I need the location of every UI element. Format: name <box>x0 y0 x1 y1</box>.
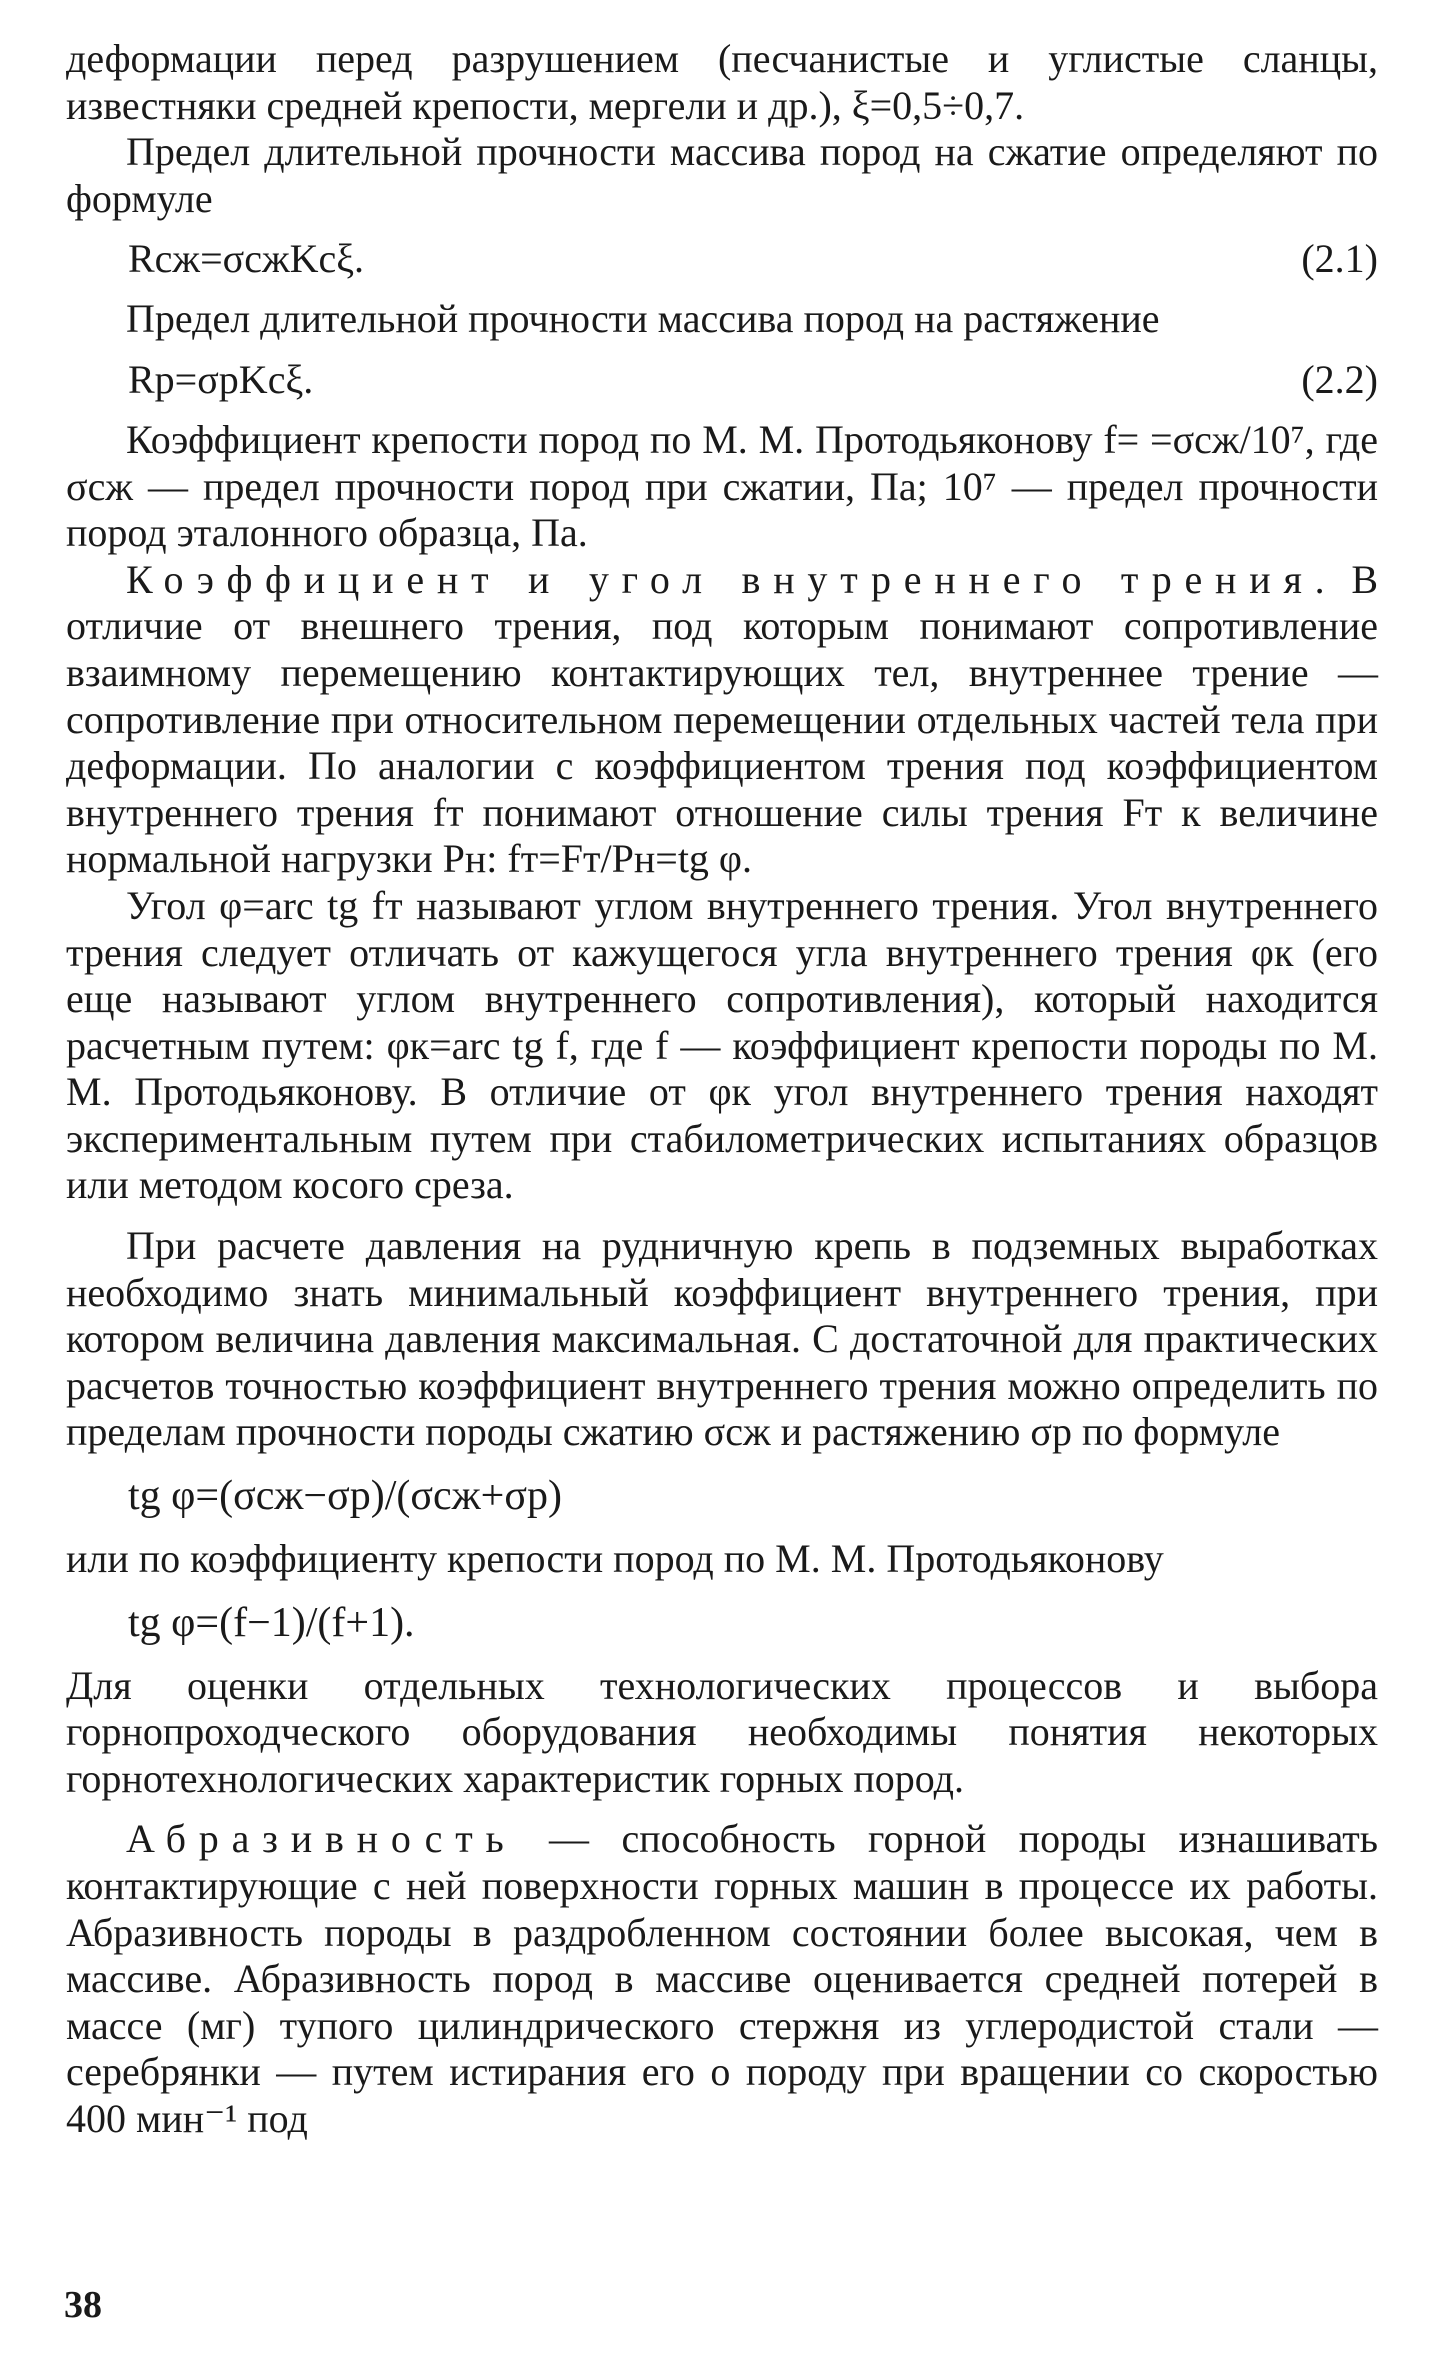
paragraph-friction-angle: Угол φ=arc tg fт называют углом внутреннего трения. Угол внутреннего трения следует отличать от кажущегося угла внутреннего трения φк (его еще называют углом внутреннего сопротивления), который находится расчетным путем: φк=arc tg f, где f — коэффициент крепости породы по М. М. Протодьяконову. В отличие от φк угол внутреннего трения находят экспериментальным путем при стабилометрических испытаниях образцов или методом косого среза. <box>66 882 1378 1208</box>
page-number: 38 <box>64 2284 102 2326</box>
paragraph-internal-friction <box>66 557 1378 883</box>
abrasiveness-body: — способность горной породы изнашивать контактирующие с ней поверхности горных машин в процессе их работы. Абразивность породы в раздробленном состоянии более высокая, чем в массиве. Абразивность пород в массиве оценивается средней потерей в массе (мг) тупого цилиндрического стержня из углеродистой стали — серебрянки — путем истирания его о породу при вращении со скоростью 400 мин⁻¹ под <box>66 1816 1378 2141</box>
paragraph-protodyakonov-coefficient: Коэффициент крепости пород по М. М. Протодьяконову f= =σсж/10⁷, где σсж — предел прочности пород при сжатии, Па; 10⁷ — предел прочности пород эталонного образца, Па. <box>66 416 1378 556</box>
equation-2-2-number: (2.2) <box>1301 356 1378 402</box>
equation-tan-f: tg φ=(f−1)/(f+1). <box>128 1599 415 1646</box>
section-term-abrasiveness: Абразивность <box>126 1816 517 1862</box>
paragraph-abrasiveness <box>66 1816 1378 2142</box>
equation-2-1-number: (2.1) <box>1301 236 1378 282</box>
internal-friction-body: В отличие от внешнего трения, под которым понимают сопротивление взаимному перемещению контактирующих тел, внутреннее трение — сопротивление при относительном перемещении отдельных частей тела при деформации. По аналогии с коэффициентом трения под коэффициентом внутреннего трения fт понимают отношение силы трения Fт к величине нормальной нагрузки Pн: fт=Fт/Pн=tg φ. <box>66 556 1379 882</box>
section-term-internal-friction: Коэффициент и угол внутреннего трения. <box>126 556 1338 602</box>
equation-2-1-formula: Rсж=σсжKсξ. <box>128 236 365 282</box>
paragraph-pressure-calculation: При расчете давления на рудничную крепь в подземных выработках необходимо знать минимальный коэффициент внутреннего трения, при котором величина давления максимальная. С достаточной для практических расчетов точностью коэффициент внутреннего трения можно определить по пределам прочности породы сжатию σсж и растяжению σр по формуле <box>66 1223 1378 1455</box>
equation-2-2 <box>66 343 1378 417</box>
paragraph-long-strength-tension: Предел длительной прочности массива пород на растяжение <box>126 296 1160 342</box>
paragraph-intro: деформации перед разрушением (песчанистые и углистые сланцы, известняки средней крепости, мергели и др.), ξ=0,5÷0,7. <box>66 36 1378 128</box>
paragraph-long-strength-compression: Предел длительной прочности массива пород на сжатие определяют по формуле <box>66 129 1378 221</box>
paragraph-assessment: Для оценки отдельных технологических процессов и выбора горнопроходческого оборудования необходимы понятия некоторых горнотехнологических характеристик горных пород. <box>66 1662 1378 1801</box>
text-column <box>66 36 1378 2143</box>
paragraph-or-protodyakonov: или по коэффициенту крепости пород по М. М. Протодьяконову <box>66 1536 1164 1582</box>
equation-tan-stress: tg φ=(σсж−σр)/(σсж+σр) <box>128 1473 562 1520</box>
equation-2-1 <box>66 222 1378 296</box>
equation-2-2-formula: Rр=σрKсξ. <box>128 356 314 402</box>
